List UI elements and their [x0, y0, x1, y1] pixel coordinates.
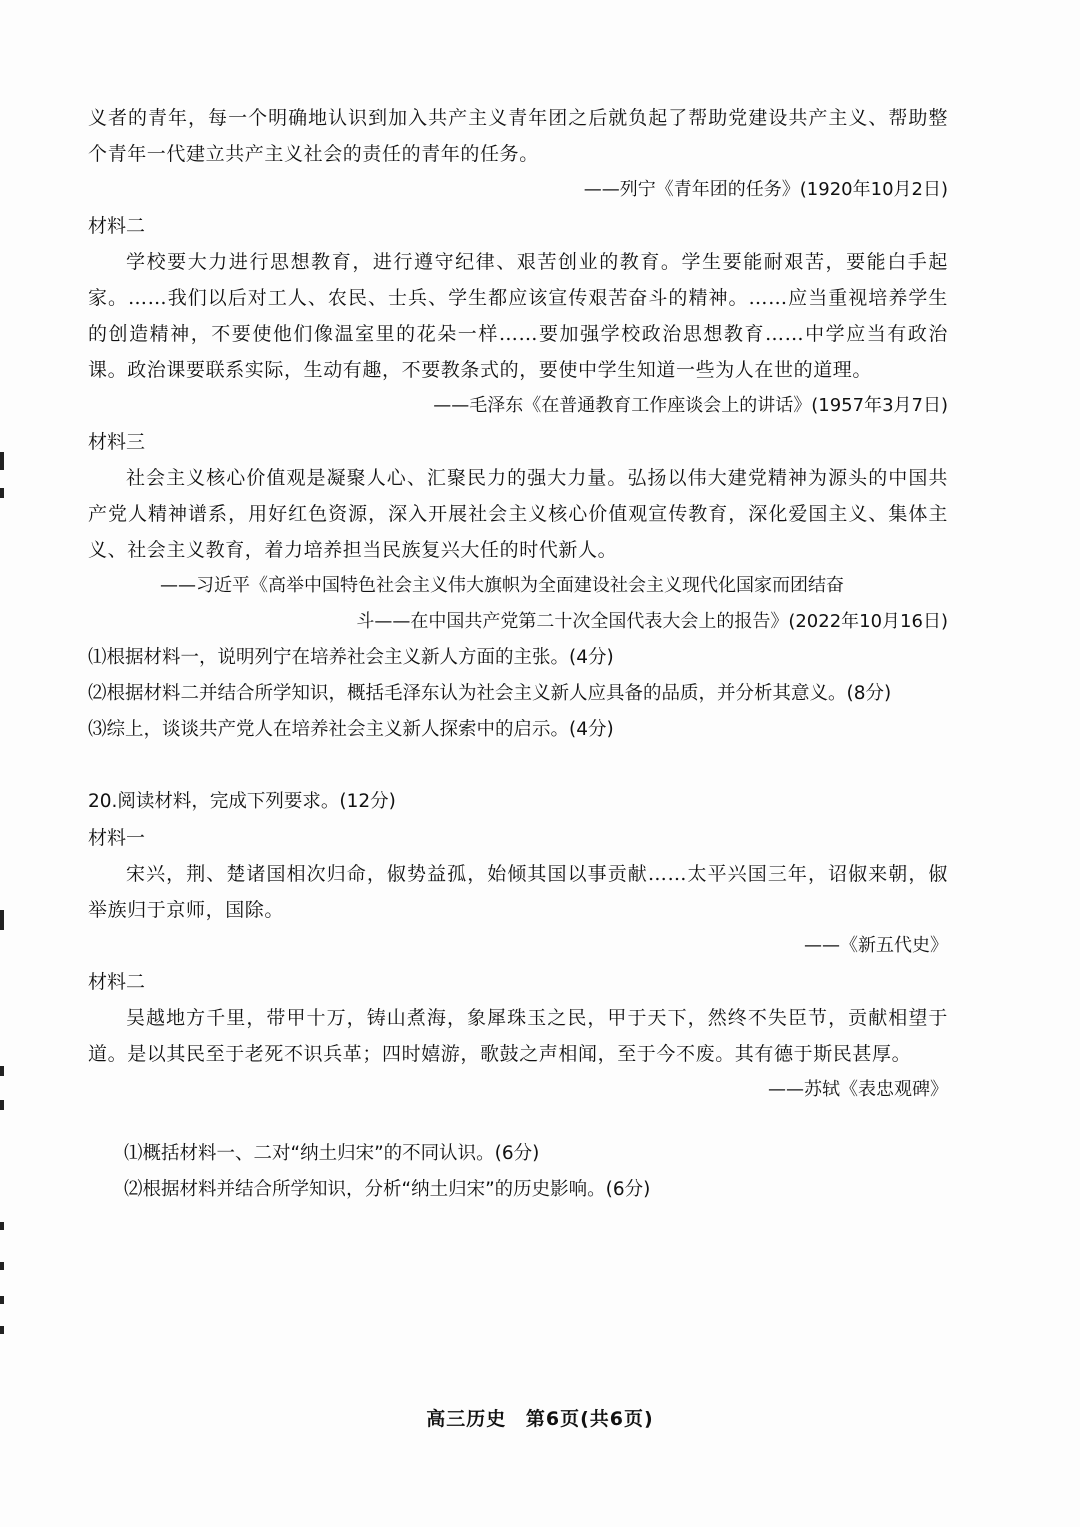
material1-tail-text: 义者的青年，每一个明确地认识到加入共产主义青年团之后就负起了帮助党建设共产主义、帮助整个青年一代建立共产主义社会的责任的青年的任务。 — [88, 107, 948, 165]
q20-material2-label: 材料二 — [88, 971, 146, 993]
spacer — [88, 748, 948, 784]
q20-sub2: ⑵根据材料并结合所学知识，分析“纳土归宋”的历史影响。(6分) — [124, 1179, 651, 1200]
binding-mark — [0, 1066, 4, 1076]
material3-label: 材料三 — [88, 431, 146, 453]
binding-mark — [0, 1222, 4, 1230]
material2-label: 材料二 — [88, 215, 146, 237]
footer-page-number: 第6页(共6页) — [525, 1408, 654, 1430]
q19-sub3: ⑶综上，谈谈共产党人在培养社会主义新人探索中的启示。(4分) — [88, 719, 614, 740]
q20-sub1: ⑴概括材料一、二对“纳土归宋”的不同认识。(6分) — [124, 1143, 540, 1164]
q20-material2-citation: ——苏轼《表忠观碑》 — [768, 1079, 948, 1100]
material1-citation: ——列宁《青年团的任务》(1920年10月2日) — [583, 179, 948, 200]
binding-mark — [0, 1100, 4, 1110]
q20-material1-label: 材料一 — [88, 827, 146, 849]
binding-mark — [0, 488, 4, 498]
binding-mark — [0, 452, 4, 470]
q19-sub2: ⑵根据材料二并结合所学知识，概括毛泽东认为社会主义新人应具备的品质，并分析其意义。(8分) — [88, 683, 892, 704]
spacer — [88, 1108, 948, 1136]
page-content — [88, 100, 948, 1208]
binding-mark — [0, 1326, 4, 1334]
page-footer — [0, 1404, 1080, 1431]
material3-citation-line1: ——习近平《高举中国特色社会主义伟大旗帜为全面建设社会主义现代化国家而团结奋 — [160, 575, 844, 596]
material3-text: 社会主义核心价值观是凝聚人心、汇聚民力的强大力量。弘扬以伟大建党精神为源头的中国共产党人精神谱系，用好红色资源，深入开展社会主义核心价值观宣传教育，深化爱国主义、集体主义、社会主义教育，着力培养担当民族复兴大任的时代新人。 — [88, 467, 948, 561]
material3-citation-line2: 斗——在中国共产党第二十次全国代表大会上的报告》(2022年10月16日) — [356, 611, 948, 632]
material2-citation: ——毛泽东《在普通教育工作座谈会上的讲话》(1957年3月7日) — [433, 395, 948, 416]
footer-subject: 高三历史 — [426, 1408, 507, 1430]
q20-material2-text: 吴越地方千里，带甲十万，铸山煮海，象犀珠玉之民，甲于天下，然终不失臣节，贡献相望于道。是以其民至于老死不识兵革；四时嬉游，歌鼓之声相闻，至于今不废。其有德于斯民甚厚。 — [88, 1007, 948, 1065]
q20-material1-citation: ——《新五代史》 — [804, 935, 948, 956]
binding-mark — [0, 1296, 4, 1304]
q20-material1-text: 宋兴，荆、楚诸国相次归命，俶势益孤，始倾其国以事贡献……太平兴国三年，诏俶来朝，俶举族归于京师，国除。 — [88, 863, 948, 921]
material2-text: 学校要大力进行思想教育，进行遵守纪律、艰苦创业的教育。学生要能耐艰苦，要能白手起家。……我们以后对工人、农民、士兵、学生都应该宣传艰苦奋斗的精神。……应当重视培养学生的创造精神，不要使他们像温室里的花朵一样……要加强学校政治思想教育……中学应当有政治课。政治课要联系实际，生动有趣，不要教条式的，要使中学生知道一些为人在世的道理。 — [88, 251, 948, 381]
q20-heading: 20.阅读材料，完成下列要求。(12分) — [88, 791, 396, 812]
material3-citation — [88, 568, 948, 640]
binding-mark — [0, 1262, 4, 1270]
q19-sub1: ⑴根据材料一，说明列宁在培养社会主义新人方面的主张。(4分) — [88, 647, 614, 668]
binding-mark — [0, 910, 4, 930]
